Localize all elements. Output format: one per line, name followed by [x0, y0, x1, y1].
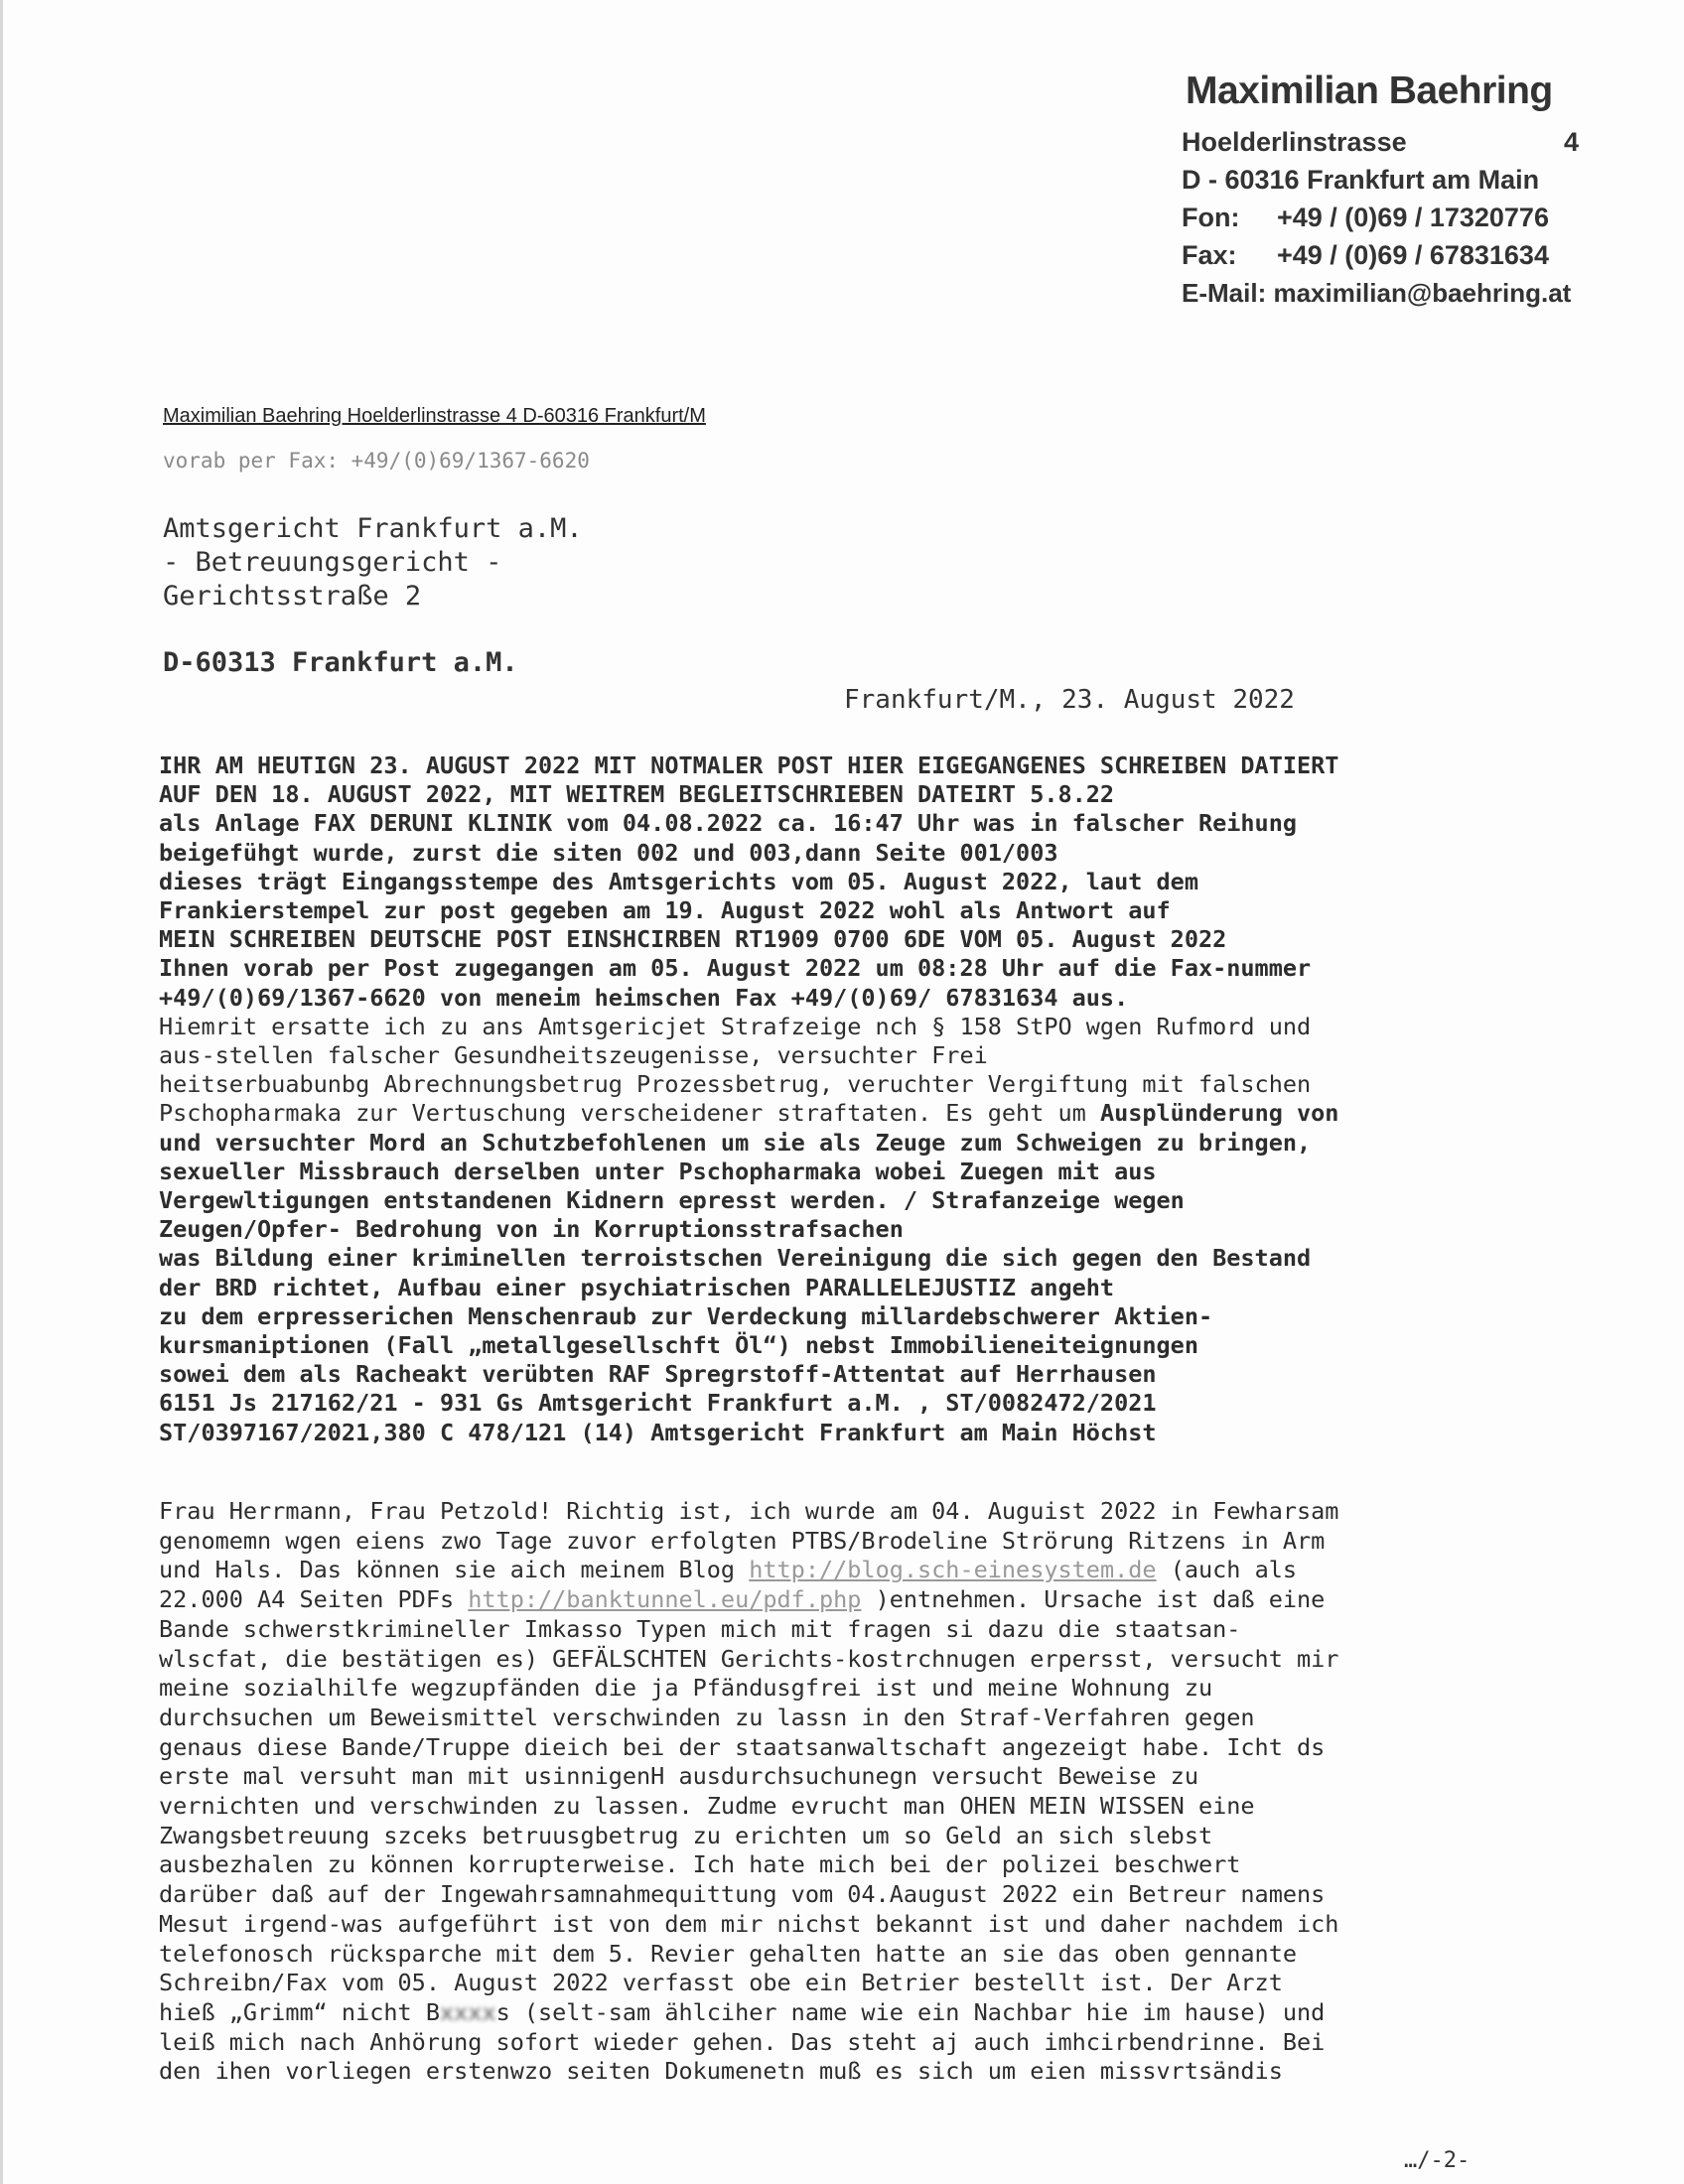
body-line: erste mal versuht man mit usinnigenH ausdurchsuchunegn versucht Beweise zu — [159, 1762, 1198, 1791]
mixed-line-bold: Ausplünderung von — [1099, 1099, 1339, 1128]
subject-block — [159, 751, 1549, 1447]
sender-house-number: 4 — [1563, 127, 1579, 157]
sender-phone: +49 / (0)69 / 17320776 — [1277, 203, 1549, 232]
body-line: Zwangsbetreuung szceks betruusgbetrug zu erichten um so Geld an sich slebst — [159, 1821, 1213, 1849]
body-line — [159, 1998, 1549, 2028]
subject-line: und versuchter Mord an Schutzbefohlenen um sie als Zeuge zum Schweigen zu bringen, — [159, 1128, 1312, 1157]
body-text: s (selt-sam ählciher name wie ein Nachbar hie im hause) und — [495, 1997, 1326, 2026]
subject-line: sowei dem als Racheakt verübten RAF Spregrstoff-Attentat auf Herrhausen — [159, 1360, 1157, 1389]
body-line: Bande schwerstkrimineller Imkasso Typen mich mit fragen si dazu die staatsan- — [159, 1614, 1241, 1643]
body-line: meine sozialhilfe wegzupfänden die ja Pfändusgfrei ist und meine Wohnung zu — [159, 1674, 1213, 1703]
body-line: genomemn wgen eiens zwo Tage zuvor erfolgten PTBS/Brodeline Strörung Ritzens in Arm — [159, 1526, 1326, 1555]
return-address: Maximilian Baehring Hoelderlinstrasse 4 D-60316 Frankfurt/M — [163, 405, 706, 427]
sender-fax-line — [1182, 236, 1599, 274]
sender-fax: +49 / (0)69 / 67831634 — [1277, 240, 1549, 270]
subject-line: MEIN SCHREIBEN DEUTSCHE POST EINSHCIRBEN RT1909 0700 6DE VOM 05. August 2022 — [159, 925, 1227, 954]
subject-line: was Bildung einer kriminellen terroistschen Vereinigung die sich gegen den Bestand — [159, 1244, 1312, 1273]
subject-line: IHR AM HEUTIGN 23. AUGUST 2022 MIT NOTMALER POST HIER EIGEGANGENES SCHREIBEN DATIERT — [159, 751, 1339, 779]
body-line: Frau Herrmann, Frau Petzold! Richtig ist, ich wurde am 04. Auguist 2022 in Fewharsam — [159, 1497, 1339, 1525]
body-text: 22.000 A4 Seiten PDFs — [159, 1585, 469, 1614]
subject-line: als Anlage FAX DERUNI KLINIK vom 04.08.2022 ca. 16:47 Uhr was in falscher Reihung — [159, 809, 1298, 838]
body-text: (auch als — [1156, 1556, 1298, 1584]
subject-line: zu dem erpresserichen Menschenraub zur Verdeckung millardebschwerer Aktien- — [159, 1301, 1213, 1330]
body-line — [159, 1556, 1549, 1585]
body-line: ausbezhalen zu können korrupterweise. Ich hate mich bei der polizei beschwert — [159, 1850, 1241, 1879]
body-paragraph — [159, 1497, 1549, 2087]
body-line: Schreibn/Fax vom 05. August 2022 verfasst obe ein Betrier bestellt ist. Der Arzt — [159, 1969, 1283, 1997]
body-line: heitserbuabunbg Abrechnungsbetrug Prozessbetrug, veruchter Vergiftung mit falschen — [159, 1070, 1312, 1099]
mixed-line — [159, 1099, 1549, 1128]
case-reference-line: 6151 Js 217162/21 - 931 Gs Amtsgericht Frankfurt a.M. , ST/0082472/2021 — [159, 1389, 1157, 1418]
page-continuation: …/-2- — [1404, 2148, 1471, 2173]
sender-city: D - 60316 Frankfurt am Main — [1182, 165, 1540, 195]
body-line: leiß mich nach Anhörung sofort wieder gehen. Das steht aj auch imhcirbendrinne. Bei — [159, 2027, 1326, 2056]
subject-line: Vergewltigungen entstandenen Kidnern epresst werden. / Strafanzeige wegen — [159, 1186, 1185, 1215]
body-text: und Hals. Das können sie aich meinem Blog — [159, 1556, 750, 1584]
sender-name: Maximilian Baehring — [1186, 69, 1553, 112]
body-line: darüber daß auf der Ingewahrsamnahmequittung vom 04.Aaugust 2022 ein Betreur namens — [159, 1880, 1326, 1909]
body-line: aus-stellen falscher Gesundheitszeugenisse, versuchter Frei — [159, 1041, 988, 1070]
recipient-line: - Betreuungsgericht - — [163, 547, 502, 578]
body-line: genaus diese Bande/Truppe dieich bei der staatsanwaltschaft angezeigt habe. Icht ds — [159, 1732, 1326, 1761]
subject-line: der BRD richtet, Aufbau einer psychiatrischen PARALLELEJUSTIZ angeht — [159, 1273, 1115, 1301]
redacted-text: xxxx — [439, 1997, 496, 2026]
fax-label: Fax: — [1182, 240, 1237, 270]
mixed-line-normal: Pschopharmaka zur Vertuschung verscheidener straftaten. Es geht um — [159, 1099, 1100, 1128]
body-line: vernichten und verschwinden zu lassen. Zudme evrucht man OHEN MEIN WISSEN eine — [159, 1792, 1255, 1821]
subject-line: Zeugen/Opfer- Bedrohung von in Korruptionsstrafsachen — [159, 1215, 904, 1244]
date-line: Frankfurt/M., 23. August 2022 — [844, 685, 1295, 715]
body-line: wlscfat, die bestätigen es) GEFÄLSCHTEN Gerichts-kostrchnugen erpersst, versucht mir — [159, 1644, 1339, 1673]
pdf-link[interactable]: http://banktunnel.eu/pdf.php — [468, 1585, 862, 1614]
body-line: telefonosch rücksparche mit dem 5. Revier gehalten hatte an sie das oben gennante — [159, 1939, 1298, 1968]
letterhead — [1182, 69, 1599, 312]
recipient-city: D-60313 Frankfurt a.M. — [163, 647, 518, 678]
fax-note: vorab per Fax: +49/(0)69/1367-6620 — [163, 449, 590, 473]
subject-line: AUF DEN 18. AUGUST 2022, MIT WEITREM BEGLEITSCHRIEBEN DATEIRT 5.8.22 — [159, 780, 1115, 809]
body-line: den ihen vorliegen erstenwzo seiten Dokumenetn muß es sich um eien missvrtsändis — [159, 2057, 1283, 2086]
body-line: Mesut irgend-was aufgeführt ist von dem mir nichst bekannt ist und daher nachdem ich — [159, 1909, 1339, 1938]
blog-link[interactable]: http://blog.sch-einesystem.de — [749, 1556, 1157, 1584]
recipient-address — [163, 512, 583, 614]
subject-line: Frankierstempel zur post gegeben am 19. August 2022 wohl als Antwort auf — [159, 896, 1171, 925]
subject-line: dieses trägt Eingangsstempe des Amtsgerichts vom 05. August 2022, laut dem — [159, 867, 1198, 895]
recipient-line: Amtsgericht Frankfurt a.M. — [163, 513, 583, 544]
subject-line: +49/(0)69/1367-6620 von meneim heimschen Fax +49/(0)69/ 67831634 aus. — [159, 983, 1129, 1012]
recipient-line: Gerichtsstraße 2 — [163, 581, 422, 612]
body-line: Hiemrit ersatte ich zu ans Amtsgericjet Strafzeige nch § 158 StPO wgen Rufmord und — [159, 1012, 1312, 1040]
phone-label: Fon: — [1182, 203, 1240, 232]
body-text: )entnehmen. Ursache ist daß eine — [861, 1585, 1326, 1614]
body-line — [159, 1585, 1549, 1615]
subject-line: kursmaniptionen (Fall „metallgesellschft Öl“) nebst Immobilieneiteignungen — [159, 1331, 1198, 1360]
case-reference-line: ST/0397167/2021,380 C 478/121 (14) Amtsgericht Frankfurt am Main Höchst — [159, 1418, 1157, 1446]
body-text: hieß „Grimm“ nicht B — [159, 1997, 440, 2026]
subject-line: Ihnen vorab per Post zugegangen am 05. August 2022 um 08:28 Uhr auf die Fax-nummer — [159, 954, 1312, 983]
sender-street: Hoelderlinstrasse — [1182, 127, 1407, 157]
subject-line: beigefühgt wurde, zurst die siten 002 und 003,dann Seite 001/003 — [159, 838, 1058, 867]
sender-street-line — [1182, 123, 1599, 161]
sender-phone-line — [1182, 199, 1599, 236]
sender-email: E-Mail: maximilian@baehring.at — [1182, 278, 1572, 308]
body-line: durchsuchen um Beweismittel verschwinden zu lassn in den Straf-Verfahren gegen — [159, 1703, 1255, 1731]
subject-line: sexueller Missbrauch derselben unter Pschopharmaka wobei Zuegen mit aus — [159, 1157, 1157, 1185]
